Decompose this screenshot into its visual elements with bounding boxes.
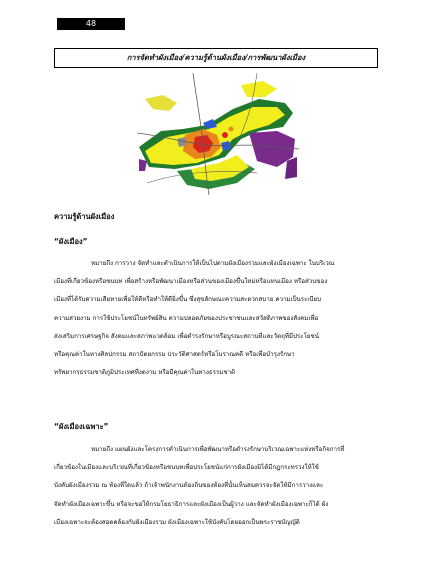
text-line: บังคับผังเมืองรวม ณ ท้องที่ใดแล้ว ถ้าเจ้าพนักงานท้องถิ่นของท้องที่นั้นเห็นสมควรจะจัดให้มีการวางและ — [54, 482, 324, 490]
term2-heading: “ผังเมืองเฉพาะ” — [54, 422, 109, 431]
text-line: เกี่ยวข้องในเมืองและบริเวณที่เกี่ยวข้องหรือชนบทเพื่อประโยชน์แก่การผังเมืองมิได้มีกฎกระทรวงให้ใช้ — [54, 464, 319, 472]
text-line: หมายถึง แผนผังและโครงการดำเนินการเพื่อพัฒนาหรือดำรงรักษาบริเวณเฉพาะแห่งหรือกิจการที่ — [91, 446, 345, 453]
text-line: ส่งเสริมการเศรษฐกิจ สังคมและสภาพแวดล้อม เพื่อดำรงรักษาหรือบูรณะสถานที่และวัตถุที่มีประโยชน์ — [54, 332, 319, 340]
term1-paragraph — [54, 255, 378, 382]
text-line: หมายถึง การวาง จัดทำและดำเนินการให้เป็นไปตามผังเมืองรวมและผังเมืองเฉพาะ ในบริเวณ — [91, 260, 335, 267]
page-number: 48 — [57, 18, 125, 30]
text-line: หรือคุณค่าในทางศิลปกรรม สถาปัตยกรรม ประวัติศาสตร์หรือโบราณคดี หรือเพื่อบำรุงรักษา — [54, 351, 295, 359]
title-box — [54, 48, 378, 68]
text-line: เมืองเฉพาะจะต้องสอดคล้องกับผังเมืองรวม ผังเมืองเฉพาะใช้บังคับโดยออกเป็นพระราชบัญญัติ — [54, 518, 300, 526]
text-line: ความสวยงาม การใช้ประโยชน์ในทรัพย์สิน ความปลอดภัยของประชาชนและสวัสดิภาพของสังคมเพื่อ — [54, 314, 319, 322]
text-line: เมืองที่ได้รับความเสียหายเพื่อให้ดีหรือทำให้ดียิ่งขึ้น ซึ่งสุขลักษณะความสะดวกสบาย ความเป็นระเบียบ — [54, 296, 322, 304]
text-line: เมืองที่เกี่ยวข้องหรือชนบท เพื่อสร้างหรือพัฒนาเมืองหรือส่วนของเมืองขึ้นใหม่หรือแทนเมือง หรือส่วนของ — [54, 278, 328, 286]
page-title: การจัดทำผังเมือง/ความรู้ด้านผังเมือง/การพัฒนาผังเมือง — [126, 53, 306, 62]
term2-paragraph — [54, 441, 378, 532]
land-use-map-image — [137, 73, 299, 195]
term1-heading: “ผังเมือง” — [54, 237, 88, 246]
text-line: ทรัพยากรธรรมชาติภูมิประเทศที่งดงาม หรือมีคุณค่าในทางธรรมชาติ — [54, 369, 236, 377]
section-heading: ความรู้ด้านผังเมือง — [54, 212, 115, 221]
text-line: จัดทำผังเมืองเฉพาะขึ้น หรือจะขอให้กรมโยธาธิการและผังเมืองเป็นผู้วาง และจัดทำผังเมืองเฉพาะก็ได้ ผัง — [54, 500, 329, 508]
